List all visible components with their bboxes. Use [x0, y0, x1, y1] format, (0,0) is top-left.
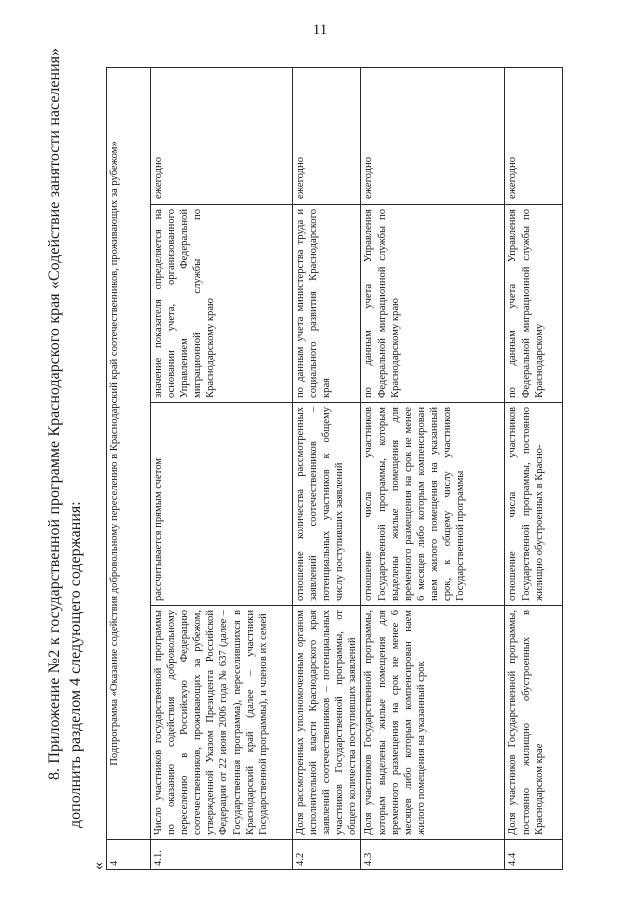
periodicity: ежегодно — [361, 67, 505, 204]
periodicity: ежегодно — [151, 67, 293, 204]
calculation-method: рассчитывается прямым счетом — [151, 403, 293, 606]
indicator-name: Доля рассмотренных уполномоченным органом исполнительной власти Краснодарского края заявлений соотечественников – потенциальных участников Государственной программы, от общего количества поступивших заявлений — [293, 606, 361, 840]
page-number: 11 — [312, 22, 328, 38]
row-number: 4.2 — [293, 840, 361, 870]
table-row — [293, 67, 361, 869]
amendment-heading: 8. Приложение №2 к государственной программе Краснодарского края «Содействие занятости населения» дополнить разделом 4 следующего содержания: — [46, 48, 84, 828]
data-source: по данным учета Управления Федеральной миграционной службы по Краснодарскому краю — [361, 205, 505, 403]
table-row — [151, 67, 293, 869]
periodicity: ежегодно — [505, 67, 563, 204]
row-number: 4.4 — [505, 840, 563, 870]
indicator-name: Число участников государственной программы по оказанию содействия добровольному переселению в Российскую Федерацию соотечественников, проживающих за рубежом, утвержденной Указом Президента Российской Федерации от 22 июня 2006 года № 637 (далее – Государственная программа), переселившихся в Краснодарский край (далее – участники Государственной программы), и членов их семей — [151, 606, 293, 840]
periodicity: ежегодно — [293, 67, 361, 204]
row-number: 4.1. — [151, 840, 293, 870]
row-number: 4.3 — [361, 840, 505, 870]
table-row — [361, 67, 505, 869]
subprogram-title: Подпрограмма «Оказание содействия добровольному переселению в Краснодарский край соотечественников, проживающих за рубежом» — [107, 67, 151, 839]
rotated-page-content — [40, 44, 600, 870]
indicator-name: Доля участников Государственной программы, постоянно жилищно обустроенных в Краснодарском крае — [505, 606, 563, 840]
section-number: 4 — [107, 840, 151, 870]
opening-quote: « — [90, 862, 107, 870]
calculation-method: отношение количества рассмотренных заявлений соотечественников – потенциальных участников к общему числу поступивших заявлений — [293, 403, 361, 606]
data-source: по данным учета Управления Федеральной миграционной службы по Краснодарскому — [505, 205, 563, 403]
calculation-method: отношение числа участников Государственной программы, которым выделены жилые помещения для временного размещения на срок не менее 6 месяцев либо которым компенсирован наем жилого помещения на указанный срок, к общему числу участников Государственной программы — [361, 403, 505, 606]
indicator-name: Доля участников Государственной программы, которым выделены жилые помещения для временного размещения на срок не менее 6 месяцев либо которым компенсирован наем жилого помещения на указанный срок — [361, 606, 505, 840]
calculation-method: отношение числа участников Государственной программы, постоянно жилищно обустроенных в Красно- — [505, 403, 563, 606]
subprogram-row — [107, 67, 151, 869]
indicators-table — [106, 67, 563, 870]
data-source: значение показателя определяется на основании учета, организованного Управлением Федеральной миграционной службы по Краснодарскому краю — [151, 205, 293, 403]
table-row — [505, 67, 563, 869]
data-source: по данным учета министерства труда и социального развития Краснодарского края — [293, 205, 361, 403]
